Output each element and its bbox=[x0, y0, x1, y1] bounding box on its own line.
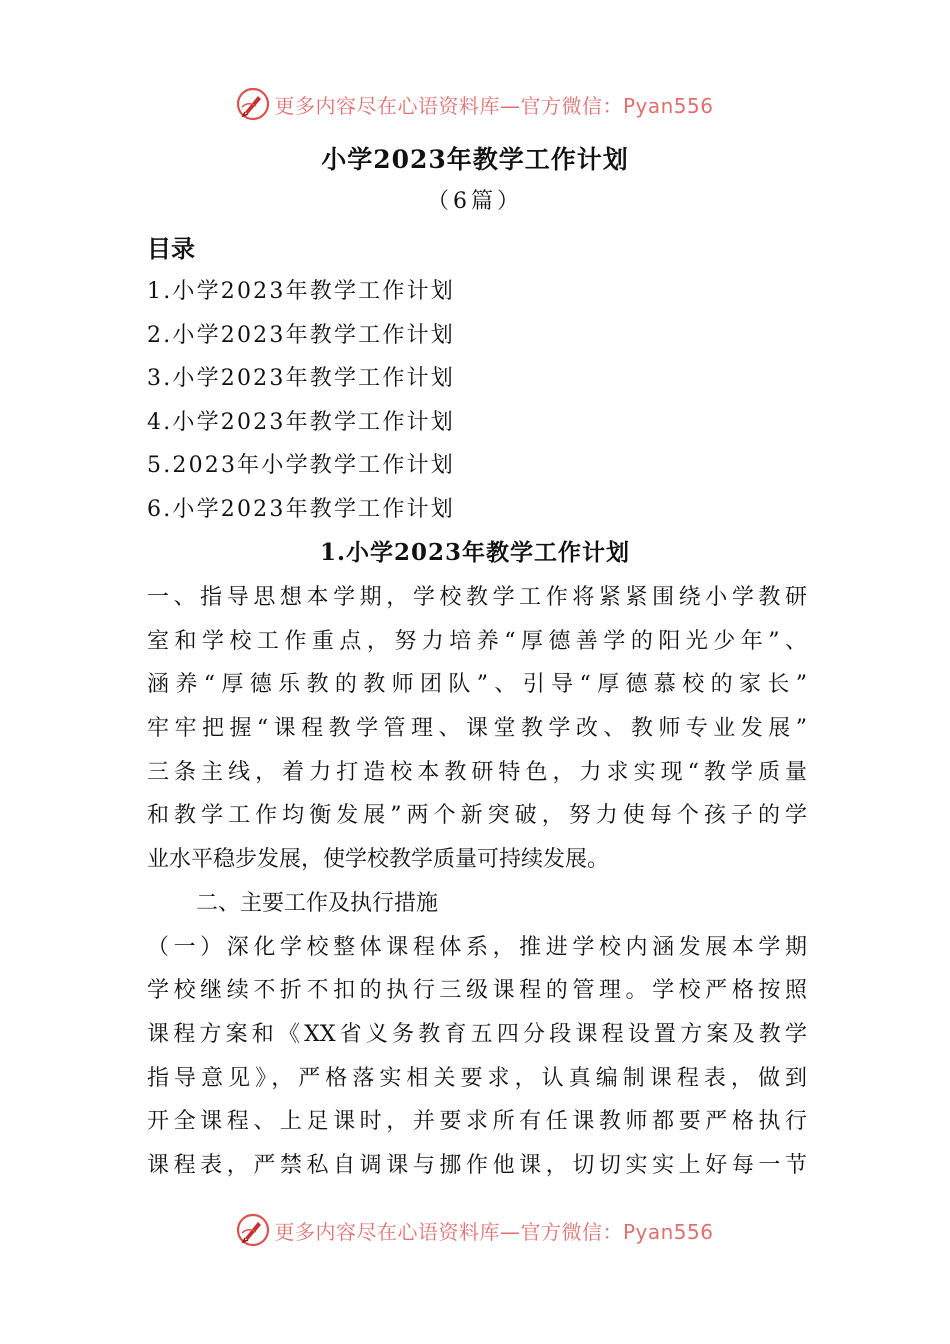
toc-item: 6.小学2023年教学工作计划 bbox=[147, 496, 455, 522]
paragraph-line: 涵养“厚德乐教的教师团队”、引导“厚德慕校的家长” bbox=[147, 672, 807, 698]
paragraph-line: 课程表，严禁私自调课与挪作他课，切切实实上好每一节 bbox=[147, 1152, 807, 1178]
body-text bbox=[147, 576, 807, 1188]
quill-logo-icon bbox=[236, 87, 270, 121]
paragraph-line: 学校继续不折不扣的执行三级课程的管理。学校严格按照 bbox=[147, 978, 807, 1004]
section-heading-line: 二、主要工作及执行措施 bbox=[196, 890, 439, 916]
paragraph-line: 一、指导思想本学期，学校教学工作将紧紧围绕小学教研 bbox=[147, 585, 807, 610]
toc-item: 3.小学2023年教学工作计划 bbox=[147, 366, 455, 392]
paragraph-line: 和教学工作均衡发展”两个新突破，努力使每个孩子的学 bbox=[147, 803, 807, 829]
quill-logo-icon bbox=[236, 1213, 270, 1247]
section-title: 1.小学2023年教学工作计划 bbox=[319, 539, 631, 566]
toc-item: 5.2023年小学教学工作计划 bbox=[147, 453, 455, 479]
toc-item: 1.小学2023年教学工作计划 bbox=[147, 279, 455, 304]
toc-item: 2.小学2023年教学工作计划 bbox=[147, 322, 455, 348]
table-of-contents bbox=[147, 270, 455, 532]
toc-heading: 目录 bbox=[147, 234, 195, 263]
paragraph-line: 业水平稳步发展，使学校教学质量可持续发展。 bbox=[147, 847, 610, 873]
watermark-text: 更多内容尽在心语资料库—官方微信：Pyan556 bbox=[274, 93, 714, 118]
paragraph-line: （一）深化学校整体课程体系，推进学校内涵发展本学期 bbox=[147, 934, 807, 960]
paragraph-line: 开全课程、上足课时，并要求所有任课教师都要严格执行 bbox=[147, 1109, 807, 1135]
watermark-header bbox=[0, 84, 950, 124]
paragraph-line: 牢牢把握“课程教学管理、课堂教学改、教师专业发展” bbox=[147, 716, 807, 742]
document-subtitle: （6篇） bbox=[427, 189, 523, 214]
paragraph-line: 指导意见》，严格落实相关要求，认真编制课程表，做到 bbox=[147, 1065, 807, 1091]
paragraph-line: 室和学校工作重点，努力培养“厚德善学的阳光少年”、 bbox=[147, 628, 807, 654]
paragraph-line: 课程方案和《XX省义务教育五四分段课程设置方案及教学 bbox=[147, 1021, 807, 1047]
watermark-footer bbox=[0, 1210, 950, 1250]
paragraph-line: 三条主线，着力打造校本教研特色，力求实现“教学质量 bbox=[147, 759, 807, 785]
document-title: 小学2023年教学工作计划 bbox=[321, 145, 629, 174]
toc-item: 4.小学2023年教学工作计划 bbox=[147, 409, 455, 435]
watermark-text: 更多内容尽在心语资料库—官方微信：Pyan556 bbox=[274, 1219, 714, 1244]
